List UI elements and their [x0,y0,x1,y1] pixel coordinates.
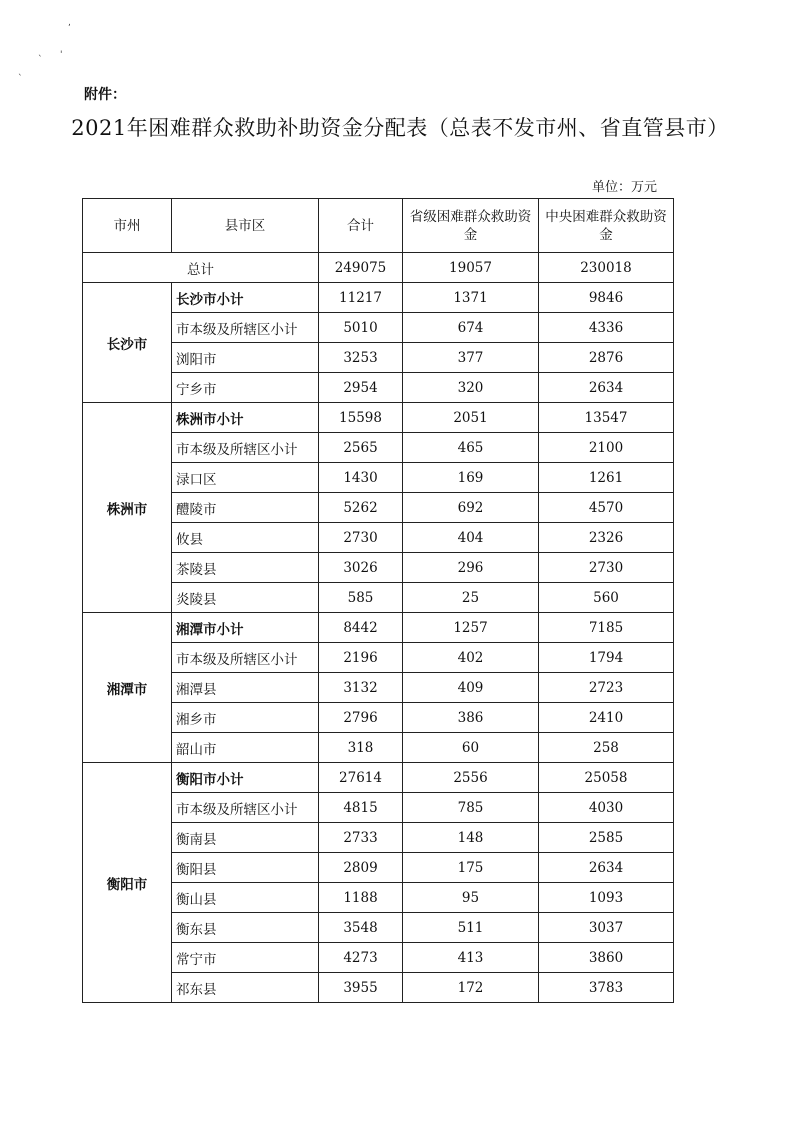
central-cell: 7185 [539,613,674,643]
central-cell: 3037 [539,913,674,943]
central-cell: 2730 [539,553,674,583]
table-row [83,313,674,343]
county-cell: 醴陵市 [172,493,319,523]
page-title: 2021年困难群众救助补助资金分配表（总表不发市州、省直管县市） [71,116,729,140]
central-cell: 4030 [539,793,674,823]
subtotal-row [83,763,674,793]
unit-label: 单位：万元 [592,180,658,195]
subtotal-row [83,283,674,313]
sum-cell: 2733 [319,823,403,853]
provincial-cell: 465 [403,433,539,463]
sum-cell: 5010 [319,313,403,343]
county-cell: 衡东县 [172,913,319,943]
sum-cell: 2730 [319,523,403,553]
sum-cell: 2954 [319,373,403,403]
table-row [83,823,674,853]
total-provincial: 19057 [403,253,539,283]
county-cell: 湘乡市 [172,703,319,733]
provincial-cell: 2556 [403,763,539,793]
central-cell: 1261 [539,463,674,493]
sum-cell: 5262 [319,493,403,523]
central-cell: 258 [539,733,674,763]
table-row [83,493,674,523]
central-cell: 3783 [539,973,674,1003]
sum-cell: 318 [319,733,403,763]
subtotal-row [83,613,674,643]
central-cell: 2585 [539,823,674,853]
table-row [83,853,674,883]
city-cell: 株洲市 [83,403,172,613]
central-cell: 2410 [539,703,674,733]
county-cell: 炎陵县 [172,583,319,613]
scan-speck: ' [60,50,63,60]
sum-cell: 4815 [319,793,403,823]
sum-cell: 3955 [319,973,403,1003]
scan-speck: ` [18,74,23,84]
county-cell: 长沙市小计 [172,283,319,313]
central-cell: 2326 [539,523,674,553]
subtotal-row [83,403,674,433]
county-cell: 祁东县 [172,973,319,1003]
provincial-cell: 2051 [403,403,539,433]
sum-cell: 2565 [319,433,403,463]
table-row [83,373,674,403]
sum-cell: 3026 [319,553,403,583]
provincial-cell: 175 [403,853,539,883]
sum-cell: 2809 [319,853,403,883]
county-cell: 市本级及所辖区小计 [172,313,319,343]
provincial-cell: 404 [403,523,539,553]
table-row [83,943,674,973]
table-row [83,973,674,1003]
table-row [83,913,674,943]
county-cell: 韶山市 [172,733,319,763]
central-cell: 9846 [539,283,674,313]
table-row [83,793,674,823]
header-city: 市州 [83,199,172,253]
total-central: 230018 [539,253,674,283]
sum-cell: 3253 [319,343,403,373]
county-cell: 湘潭市小计 [172,613,319,643]
sum-cell: 4273 [319,943,403,973]
sum-cell: 3548 [319,913,403,943]
county-cell: 湘潭县 [172,673,319,703]
table-row [83,673,674,703]
central-cell: 2100 [539,433,674,463]
provincial-cell: 377 [403,343,539,373]
county-cell: 攸县 [172,523,319,553]
county-cell: 衡南县 [172,823,319,853]
table-header-row [83,199,674,253]
sum-cell: 11217 [319,283,403,313]
header-provincial: 省级困难群众救助资金 [403,199,539,253]
central-cell: 13547 [539,403,674,433]
header-central: 中央困难群众救助资金 [539,199,674,253]
sum-cell: 27614 [319,763,403,793]
central-cell: 1794 [539,643,674,673]
provincial-cell: 511 [403,913,539,943]
provincial-cell: 148 [403,823,539,853]
provincial-cell: 409 [403,673,539,703]
provincial-cell: 413 [403,943,539,973]
county-cell: 衡阳市小计 [172,763,319,793]
provincial-cell: 95 [403,883,539,913]
county-cell: 市本级及所辖区小计 [172,643,319,673]
provincial-cell: 692 [403,493,539,523]
central-cell: 3860 [539,943,674,973]
sum-cell: 2196 [319,643,403,673]
table-row [83,523,674,553]
table-row [83,883,674,913]
central-cell: 560 [539,583,674,613]
county-cell: 茶陵县 [172,553,319,583]
sum-cell: 8442 [319,613,403,643]
central-cell: 2634 [539,373,674,403]
city-cell: 湘潭市 [83,613,172,763]
city-cell: 长沙市 [83,283,172,403]
sum-cell: 1188 [319,883,403,913]
provincial-cell: 1371 [403,283,539,313]
table-row [83,463,674,493]
provincial-cell: 402 [403,643,539,673]
sum-cell: 3132 [319,673,403,703]
county-cell: 渌口区 [172,463,319,493]
table-row [83,553,674,583]
total-sum: 249075 [319,253,403,283]
provincial-cell: 296 [403,553,539,583]
table-row [83,343,674,373]
provincial-cell: 172 [403,973,539,1003]
header-county: 县市区 [172,199,319,253]
sum-cell: 585 [319,583,403,613]
provincial-cell: 25 [403,583,539,613]
sum-cell: 2796 [319,703,403,733]
total-label: 总计 [83,253,319,283]
county-cell: 衡阳县 [172,853,319,883]
provincial-cell: 169 [403,463,539,493]
provincial-cell: 386 [403,703,539,733]
allocation-table [82,198,674,1003]
table-row [83,703,674,733]
provincial-cell: 785 [403,793,539,823]
county-cell: 浏阳市 [172,343,319,373]
central-cell: 2876 [539,343,674,373]
sum-cell: 1430 [319,463,403,493]
total-row [83,253,674,283]
sum-cell: 15598 [319,403,403,433]
city-cell: 衡阳市 [83,763,172,1003]
central-cell: 4570 [539,493,674,523]
central-cell: 2634 [539,853,674,883]
county-cell: 常宁市 [172,943,319,973]
provincial-cell: 1257 [403,613,539,643]
central-cell: 1093 [539,883,674,913]
county-cell: 株洲市小计 [172,403,319,433]
provincial-cell: 674 [403,313,539,343]
central-cell: 25058 [539,763,674,793]
county-cell: 衡山县 [172,883,319,913]
table-row [83,643,674,673]
county-cell: 市本级及所辖区小计 [172,793,319,823]
county-cell: 宁乡市 [172,373,319,403]
central-cell: 2723 [539,673,674,703]
table-row [83,733,674,763]
header-sum: 合计 [319,199,403,253]
provincial-cell: 320 [403,373,539,403]
table-row [83,583,674,613]
county-cell: 市本级及所辖区小计 [172,433,319,463]
attachment-label: 附件： [84,87,126,103]
scan-speck: , [68,18,71,28]
table-row [83,433,674,463]
central-cell: 4336 [539,313,674,343]
scan-speck: ` [38,55,43,65]
provincial-cell: 60 [403,733,539,763]
